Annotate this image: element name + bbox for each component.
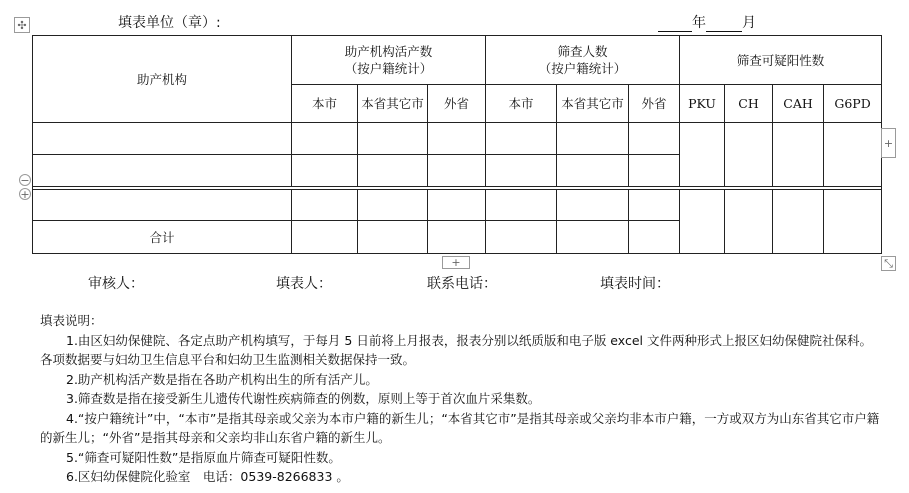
table-cell[interactable] [725, 123, 773, 187]
date-line [658, 12, 756, 32]
table-cell[interactable] [773, 190, 824, 254]
add-column-button[interactable]: + [881, 128, 896, 158]
col-other-city: 本省其它市 [557, 85, 629, 123]
table-cell[interactable] [486, 190, 557, 221]
table-cell[interactable] [428, 221, 486, 254]
note-item: 1.由区妇幼保健院、各定点助产机构填写，于每月 5 日前将上月报表，报表分别以纸质版和电子版 excel 文件两种形式上报区妇幼保健院社保科。各项数据要与妇幼卫生信息平台和妇幼卫生监测相关数据保持一致。 [40, 332, 872, 367]
month-blank[interactable] [706, 17, 742, 32]
col-g6pd: G6PD [824, 85, 882, 123]
table-cell[interactable] [292, 221, 358, 254]
table-cell[interactable] [629, 155, 680, 187]
table-cell[interactable] [680, 123, 725, 187]
table-cell[interactable] [358, 123, 428, 155]
table-cell[interactable] [629, 221, 680, 254]
table-cell[interactable] [33, 123, 292, 155]
report-table [32, 35, 882, 254]
table-cell[interactable] [557, 190, 629, 221]
table-cell[interactable] [428, 190, 486, 221]
table-move-handle-icon[interactable]: ✣ [14, 17, 30, 33]
table-cell[interactable] [773, 123, 824, 187]
col-pku: PKU [680, 85, 725, 123]
collapse-row-icon[interactable]: − [20, 173, 30, 187]
table-cell[interactable] [33, 190, 292, 221]
table-cell[interactable] [358, 155, 428, 187]
suspected-header: 筛查可疑阳性数 [680, 36, 882, 85]
note-item: 2.助产机构活产数是指在各助产机构出生的所有活产儿。 [66, 371, 378, 387]
month-label: 月 [742, 15, 756, 31]
col-other-province: 外省 [428, 85, 486, 123]
table-cell[interactable] [486, 123, 557, 155]
screened-header [486, 36, 680, 85]
table-cell[interactable] [486, 155, 557, 187]
filler-label: 填表人： [276, 276, 332, 292]
col-ch: CH [725, 85, 773, 123]
add-row-button[interactable]: + [442, 256, 470, 269]
table-cell[interactable] [486, 221, 557, 254]
table-cell[interactable] [557, 123, 629, 155]
live-births-header [292, 36, 486, 85]
note-item: 6.区妇幼保健院化验室 电话：0539-8266833 。 [66, 469, 349, 484]
fill-instructions [40, 311, 880, 487]
table-cell[interactable] [725, 190, 773, 254]
col-local-city: 本市 [292, 85, 358, 123]
year-blank[interactable] [658, 17, 692, 32]
note-item: 4.“按户籍统计”中，“本市”是指其母亲或父亲为本市户籍的新生儿；“本省其它市”是指其母亲或父亲均非本市户籍，一方或双方为山东省其它市户籍的新生儿；“外省”是指其母亲和父亲均非山东省户籍的新生儿。 [40, 410, 880, 445]
table-cell[interactable] [358, 221, 428, 254]
live-births-note: （按户籍统计） [344, 61, 433, 76]
screened-title: 筛查人数 [557, 44, 608, 59]
fill-unit-label: 填表单位（章）: [118, 15, 221, 31]
col-other-city: 本省其它市 [358, 85, 428, 123]
notes-title: 填表说明： [40, 313, 103, 328]
table-cell[interactable] [428, 123, 486, 155]
live-births-title: 助产机构活产数 [344, 44, 433, 59]
insert-row-icon[interactable]: + [20, 187, 30, 201]
total-label: 合计 [33, 221, 292, 254]
table-resize-icon[interactable]: ⤡ [881, 256, 896, 271]
table-cell[interactable] [428, 155, 486, 187]
table-cell[interactable] [629, 123, 680, 155]
table-cell[interactable] [824, 190, 882, 254]
table-cell[interactable] [824, 123, 882, 187]
table-cell[interactable] [33, 155, 292, 187]
table-cell[interactable] [292, 155, 358, 187]
phone-label: 联系电话： [427, 276, 497, 292]
year-label: 年 [692, 15, 706, 31]
table-cell[interactable] [629, 190, 680, 221]
note-item: 5.“筛查可疑阳性数”是指原血片筛查可疑阳性数。 [66, 449, 341, 465]
table-cell[interactable] [557, 221, 629, 254]
table-cell[interactable] [292, 123, 358, 155]
table-cell[interactable] [292, 190, 358, 221]
fill-time-label: 填表时间： [600, 276, 670, 292]
col-other-province: 外省 [629, 85, 680, 123]
table-cell[interactable] [557, 155, 629, 187]
screened-note: （按户籍统计） [538, 61, 627, 76]
reviewer-label: 审核人： [88, 276, 144, 292]
col-cah: CAH [773, 85, 824, 123]
institution-header: 助产机构 [33, 36, 292, 123]
col-local-city: 本市 [486, 85, 557, 123]
table-cell[interactable] [680, 190, 725, 254]
note-item: 3.筛查数是指在接受新生儿遗传代谢性疾病筛查的例数，原则上等于首次血片采集数。 [66, 391, 541, 406]
table-cell[interactable] [358, 190, 428, 221]
